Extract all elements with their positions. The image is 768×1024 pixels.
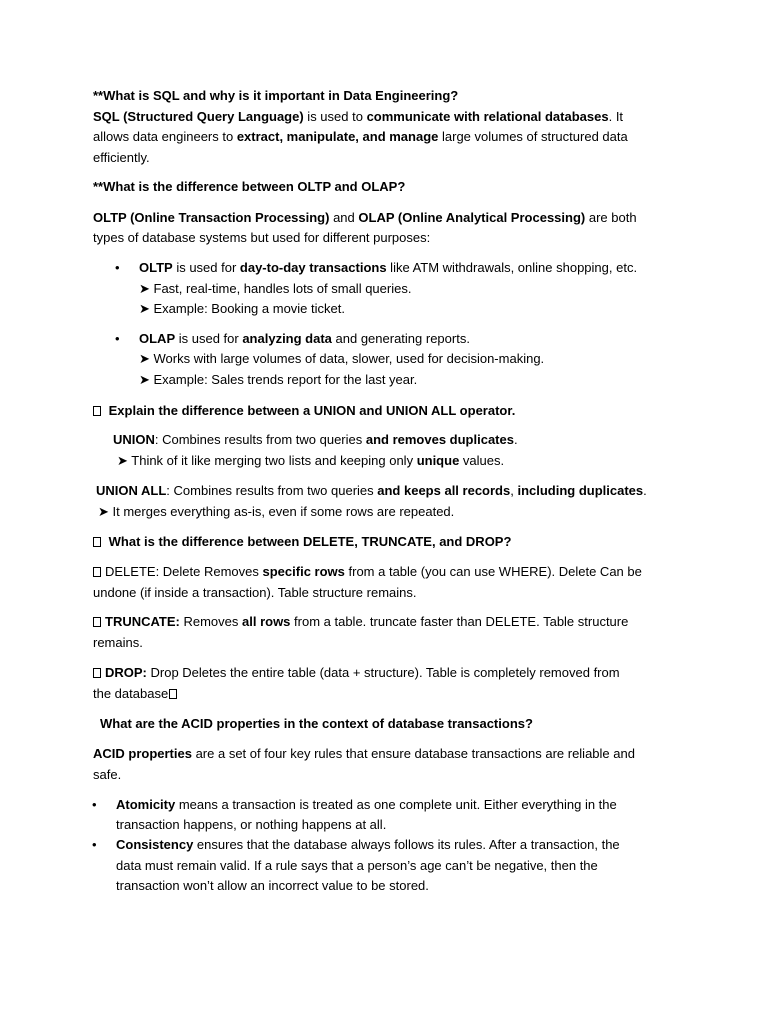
atomicity-line-2: transaction happens, or nothing happens at all.: [116, 817, 387, 832]
placeholder-glyph-icon: [169, 689, 177, 699]
q2-line-2: types of database systems but used for different purposes:: [93, 230, 431, 245]
q1-line-2: allows data engineers to extract, manipulate, and manage large volumes of structured data: [93, 129, 628, 144]
drop-line-2: the database: [93, 684, 181, 705]
q2-line-1: OLTP (Online Transaction Processing) and OLAP (Online Analytical Processing) are both: [93, 210, 637, 225]
bullet-dot: •: [115, 331, 120, 346]
delete-line-1: DELETE: Delete Removes specific rows from a table (you can use WHERE). Delete Can be: [93, 562, 642, 583]
truncate-line-2: remains.: [93, 635, 143, 650]
q5-title: What are the ACID properties in the context of database transactions?: [100, 716, 533, 731]
unionall-line: UNION ALL: Combines results from two queries and keeps all records, including duplicates.: [96, 483, 647, 498]
placeholder-glyph-icon: [93, 537, 101, 547]
drop-line-1: DROP: Drop Deletes the entire table (data + structure). Table is completely removed from: [93, 663, 620, 684]
unionall-sub: ➤ It merges everything as-is, even if some rows are repeated.: [98, 504, 455, 519]
bullet-dot: •: [92, 837, 97, 852]
consistency-line-2: data must remain valid. If a rule says that a person’s age can’t be negative, then the: [116, 858, 598, 873]
truncate-line-1: TRUNCATE: Removes all rows from a table. truncate faster than DELETE. Table structure: [93, 612, 628, 633]
placeholder-glyph-icon: [93, 668, 101, 678]
olap-bullet: OLAP is used for analyzing data and generating reports.: [139, 331, 470, 346]
oltp-sub-2: ➤ Example: Booking a movie ticket.: [139, 301, 345, 316]
delete-line-2: undone (if inside a transaction). Table structure remains.: [93, 585, 417, 600]
consistency-line-3: transaction won’t allow an incorrect value to be stored.: [116, 878, 429, 893]
placeholder-glyph-icon: [93, 617, 101, 627]
olap-sub-1: ➤ Works with large volumes of data, slower, used for decision-making.: [139, 351, 545, 366]
q4-title: What is the difference between DELETE, TRUNCATE, and DROP?: [93, 532, 511, 553]
consistency-line-1: Consistency ensures that the database always follows its rules. After a transaction, the: [116, 837, 620, 852]
placeholder-glyph-icon: [93, 567, 101, 577]
q3-title: Explain the difference between a UNION and UNION ALL operator.: [93, 401, 515, 422]
bullet-dot: •: [92, 797, 97, 812]
q5-line-1: ACID properties are a set of four key rules that ensure database transactions are reliable and: [93, 746, 635, 761]
atomicity-line-1: Atomicity means a transaction is treated as one complete unit. Either everything in the: [116, 797, 617, 812]
oltp-bullet: OLTP is used for day-to-day transactions like ATM withdrawals, online shopping, etc.: [139, 260, 638, 275]
placeholder-glyph-icon: [93, 406, 101, 416]
bullet-dot: •: [115, 260, 120, 275]
q1-line-3: efficiently.: [93, 150, 150, 165]
q1-line-1: SQL (Structured Query Language) is used to communicate with relational databases. It: [93, 109, 624, 124]
q2-title: **What is the difference between OLTP and OLAP?: [93, 179, 406, 194]
union-sub: ➤ Think of it like merging two lists and keeping only unique values.: [117, 453, 505, 468]
oltp-sub-1: ➤ Fast, real-time, handles lots of small queries.: [139, 281, 412, 296]
olap-sub-2: ➤ Example: Sales trends report for the last year.: [139, 372, 418, 387]
q1-title: **What is SQL and why is it important in Data Engineering?: [93, 88, 459, 103]
union-line: UNION: Combines results from two queries and removes duplicates.: [113, 432, 518, 447]
q5-line-2: safe.: [93, 767, 122, 782]
